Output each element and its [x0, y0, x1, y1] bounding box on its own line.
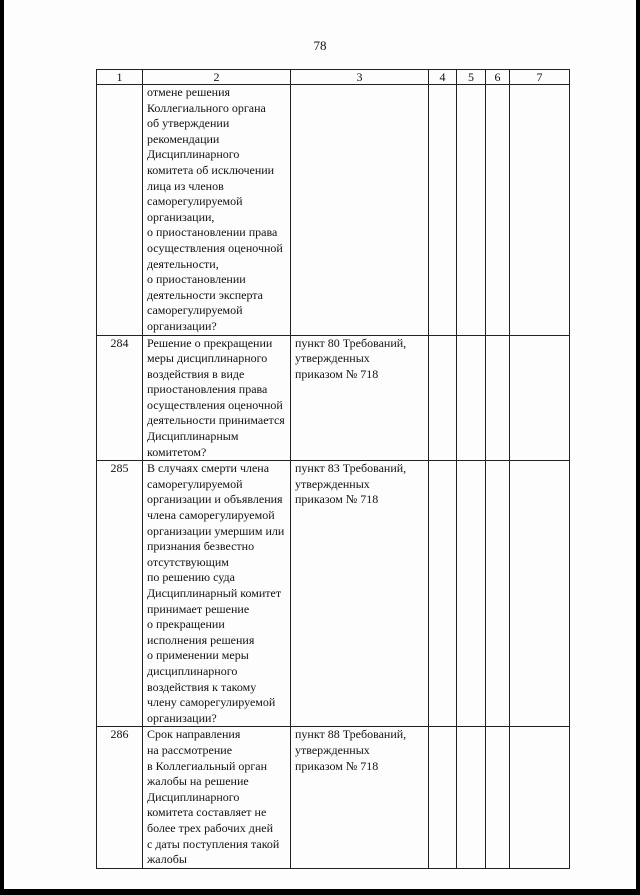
- row-number: 284: [97, 335, 143, 461]
- question-text-line: воздействия к такому: [147, 679, 257, 694]
- answer-no-cell: [457, 335, 486, 461]
- question-text-line: деятельности эксперта: [147, 287, 264, 302]
- question-text-line: дисциплинарного: [147, 663, 238, 678]
- document-page: [4, 0, 636, 889]
- answer-yes-cell: [429, 461, 457, 727]
- requirement-reference-line: приказом № 718: [295, 758, 379, 773]
- table-header-row: [97, 70, 570, 85]
- column-header-1: 1: [97, 70, 143, 85]
- answer-no-cell: [457, 727, 486, 868]
- question-text-line: комитета об исключении: [147, 162, 275, 177]
- not-applicable-cell: [486, 85, 510, 336]
- not-applicable-cell: [486, 727, 510, 868]
- question-text-line: меры дисциплинарного: [147, 351, 268, 366]
- question-text-line: об утверждении: [147, 116, 230, 131]
- question-text-line: деятельности принимается: [147, 413, 285, 428]
- question-text-line: исполнения решения: [147, 632, 255, 647]
- requirement-reference-line: приказом № 718: [295, 366, 379, 381]
- question-text-line: признания безвестно: [147, 539, 255, 554]
- question-text-line: организации,: [147, 209, 215, 224]
- answer-yes-cell: [429, 727, 457, 868]
- page-number: 78: [313, 38, 327, 53]
- question-text-line: комитетом?: [147, 444, 207, 459]
- column-header-2: 2: [143, 70, 291, 85]
- answer-no-cell: [457, 85, 486, 336]
- requirement-reference-cell: [291, 85, 429, 336]
- question-text-line: с даты поступления такой: [147, 836, 280, 851]
- note-cell: [510, 727, 570, 868]
- question-text-line: Дисциплинарным: [147, 429, 239, 444]
- question-text-line: организации умершим или: [147, 523, 285, 538]
- question-text-line: о применении меры: [147, 648, 249, 663]
- question-text-line: Решение о прекращении: [147, 335, 273, 350]
- answer-yes-cell: [429, 85, 457, 336]
- note-cell: [510, 85, 570, 336]
- question-text-line: Срок направления: [147, 727, 241, 742]
- question-text-line: воздействия в виде: [147, 366, 245, 381]
- question-text-line: комитета составляет не: [147, 805, 267, 820]
- note-cell: [510, 461, 570, 727]
- question-text-line: принимает решение: [147, 601, 250, 616]
- requirement-reference-line: пункт 88 Требований,: [295, 727, 407, 742]
- not-applicable-cell: [486, 335, 510, 461]
- question-text-cell: [143, 335, 291, 461]
- column-header-5: 5: [457, 70, 486, 85]
- question-text-line: о прекращении: [147, 617, 225, 632]
- question-text-line: члена саморегулируемой: [147, 508, 275, 523]
- requirement-reference-line: утвержденных: [295, 742, 370, 757]
- question-text-line: саморегулируемой: [147, 476, 243, 491]
- table-row: [97, 335, 570, 461]
- question-text-line: жалобы: [147, 852, 187, 867]
- requirement-reference-cell: [291, 727, 429, 868]
- question-text-line: отмене решения: [147, 85, 231, 99]
- question-text-line: организации и объявления: [147, 492, 283, 507]
- question-text-line: отсутствующим: [147, 554, 229, 569]
- note-cell: [510, 335, 570, 461]
- question-text-line: осуществления оценочной: [147, 240, 283, 255]
- column-header-3: 3: [291, 70, 429, 85]
- question-text-line: Коллегиального органа: [147, 100, 266, 115]
- row-number: 286: [97, 727, 143, 868]
- requirement-reference-line: утвержденных: [295, 476, 370, 491]
- table-row: [97, 461, 570, 727]
- question-text-line: более трех рабочих дней: [147, 820, 273, 835]
- question-text-line: деятельности,: [147, 256, 219, 271]
- question-text-line: приостановления права: [147, 382, 268, 397]
- question-text-line: на рассмотрение: [147, 742, 233, 757]
- question-text-line: Дисциплинарный комитет: [147, 586, 282, 600]
- not-applicable-cell: [486, 461, 510, 727]
- question-text-line: организации?: [147, 318, 217, 333]
- requirement-reference-cell: [291, 461, 429, 727]
- row-number: 285: [97, 461, 143, 727]
- requirement-reference-line: приказом № 718: [295, 492, 379, 507]
- requirement-reference-cell: [291, 335, 429, 461]
- question-text-line: осуществления оценочной: [147, 397, 283, 412]
- column-header-4: 4: [429, 70, 457, 85]
- answer-no-cell: [457, 461, 486, 727]
- checklist-table: [96, 69, 570, 869]
- question-text-cell: [143, 727, 291, 868]
- question-text-line: члену саморегулируемой: [147, 695, 276, 710]
- answer-yes-cell: [429, 335, 457, 461]
- requirement-reference-line: пункт 83 Требований,: [295, 461, 407, 476]
- question-text-line: лица из членов: [147, 178, 224, 193]
- question-text-line: о приостановлении: [147, 272, 246, 287]
- question-text-line: организации?: [147, 710, 217, 725]
- question-text-line: Дисциплинарного: [147, 789, 240, 804]
- requirement-reference-line: утвержденных: [295, 351, 370, 366]
- question-text-line: Дисциплинарного: [147, 147, 240, 162]
- question-text-line: в Коллегиальный орган: [147, 758, 268, 773]
- question-text-line: по решению суда: [147, 570, 235, 585]
- question-text-line: жалобы на решение: [147, 774, 249, 789]
- column-header-6: 6: [486, 70, 510, 85]
- question-text-line: о приостановлении права: [147, 225, 278, 240]
- question-text-cell: [143, 85, 291, 336]
- table-row: [97, 727, 570, 868]
- requirement-reference-line: пункт 80 Требований,: [295, 335, 407, 350]
- question-text-line: саморегулируемой: [147, 303, 243, 318]
- question-text-line: саморегулируемой: [147, 194, 243, 209]
- table-row: [97, 85, 570, 336]
- row-number: [97, 85, 143, 336]
- question-text-cell: [143, 461, 291, 727]
- question-text-line: В случаях смерти члена: [147, 461, 270, 476]
- question-text-line: рекомендации: [147, 131, 220, 146]
- column-header-7: 7: [510, 70, 570, 85]
